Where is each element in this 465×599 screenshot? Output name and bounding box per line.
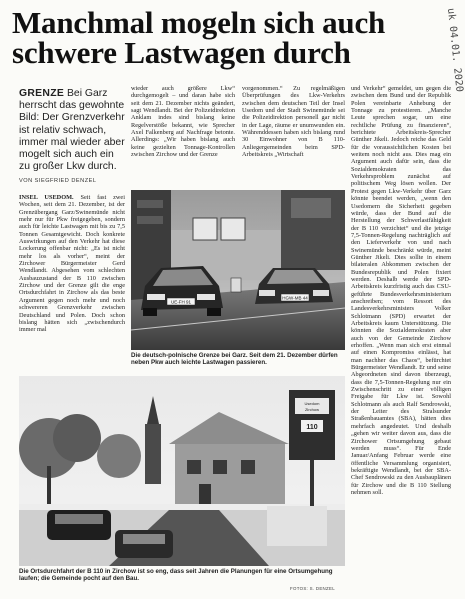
lead-text: Bei Garz herrscht das gewohnte Bild: Der Grenzverkehr ist relativ schwach, immer mal wieder aber mogelt sich auch ein zu großer Lkw durch. — [19, 88, 125, 173]
lead-kicker: GRENZE — [19, 88, 65, 99]
photo-village-street — [19, 376, 345, 566]
photo-caption-village: Die Ortsdurchfahrt der B 110 in Zirchow ist so eng, dass seit Jahren die Planungen für eine Ortsumgehung laufen; die Gemeinde pocht auf den Bau. — [19, 568, 333, 583]
article-text-col4: und Verkehr“ gemeldet, um gegen die zwischen dem Bund und der Republik Polen vereinbarte Anhebung der Tonnage zu protestieren. „Manche Leute sprechen sogar, um eine rechtliche Prüfung zu finanzieren“, berichtete Arbeitskreis-Sprecher Günther Jikeli. Jedoch reiche das Geld für die voraussichtlichen Kosten bei weitem noch nicht aus. Dies mag ein Argument auch dafür sein, dass die Sozialdemokraten das Verkehrsproblem zunächst auf politischem Weg lösen wollen. Der Protest gegen Lkw-Verkehr über Garz könnte beendet werden, „wenn den Usedomern die Sicherheit gegeben würde, dass der Bund auf die Herstellung der Schwerlastfähigkeit der B 110 verzichtet“ und die jetzige 7,5-Tonnen-Regelung nachträglich auf den Lieferverkehr von und nach Swinemünde beschränkt würde, meint Günther Jikeli. Dies sollte in einem bilateralen Abkommen zwischen der Bundesrepublik und Polen fixiert werden. Deshalb werde der SPD-Arbeitskreis kurzfristig auch das CSU-geführte Bundesverkehrsministerium anschreiben; vom Ressort des Landesverkehrsministers Volker Schlotmann (SPD) erwartet der Arbeitskreis kaum Unterstützung. Die könnten die Sozialdemokraten aber auch von der Gemeinde Zirchow erhoffen. „Wenn man sich erst einmal auf einen Kompromiss einlässt, hat man nachher das Chaos“, befürchtet Bürgermeister Wendlandt. Er und seine Abgeordneten sind davon überzeugt, dass die 7,5-Tonnen-Regelung nur ein Zwischenschritt zu einer völligen Freigabe für Lkw ist. Sowohl Schlotmann als auch Ralf Sendrowski, der Leiter des Stralsunder Straßenbauamtes (SBA), hätten dies mehrfach angedeutet. Und deshalb „gehen wir weiter davon aus, dass die Zirchower Ortsumgehung gebaut werden muss“. Für Ende Januar/Anfang Februar werde eine öffentliche Versammlung organisiert, bekräftigte Wendlandt, bei der SBA-Chef Sendrowski zu den Ausbauplänen für Zirchow und die B 110 Stellung nehmen soll. — [351, 85, 451, 496]
photo-credit: FOTOS: S. DENZEL — [290, 586, 335, 591]
article-column-1 — [19, 194, 125, 372]
byline: VON SIEGFRIED DENZEL — [19, 178, 97, 184]
headline: Manchmal mogeln sich auch schwere Lastwagen durch — [12, 5, 386, 70]
sign-line-1: Usedom — [304, 401, 320, 406]
article-text-col3: vorgenommen.“ Zu regelmäßigen Überprüfungen des Lkw-Verkehrs zwischen dem deutschen Teil der Insel Usedom und der Stadt Swinemünde sei die Polizeidirektion personell gar nicht in der Lage, räume er unumwunden ein. Währenddessen haben sich bislang rund 30 Einwohner von B 110-Anliegergemeinden beim SPD-Arbeitskreis „Wirtschaft — [242, 85, 345, 159]
border-crossing-image — [131, 190, 345, 350]
article-column-4 — [351, 85, 451, 591]
village-street-image — [19, 376, 345, 566]
article-location: INSEL USEDOM. — [19, 194, 74, 201]
sign-number: 110 — [306, 424, 318, 431]
photo-border-crossing — [131, 190, 345, 350]
plate-2: HGW-MB 44 — [282, 295, 308, 301]
article-column-3 — [242, 85, 345, 188]
article-column-2 — [131, 85, 235, 188]
handwritten-date-note: uk 04.01. 2020 — [444, 7, 465, 93]
sign-line-2: Zirchow — [304, 407, 320, 412]
article-text-col1: Seit fast zwei Wochen, seit dem 21. Dezember, ist der Grenzübergang Garz/Swinemünde nicht mehr nur für Pkw freigegeben, sondern auch für leichte Lastwagen mit bis zu 7,5 Tonnen Gesamtgewicht. Doch konkrete Auswirkungen auf den Verkehr hat diese Lockerung offenbar nicht: „Es ist nicht mehr los als vorher“, meint der Zirchower Bürgermeister Gerd Wendlandt. Abgesehen vom schlechten Ausbauzustand der B 110 zwischen Zirchow und der Grenze gilt die enge Ortsdurchfahrt in Zirchow als das beste Argument gegen noch mehr und noch schwereren Grenzverkehr zwischen Deutschland und Polen. Doch schon bislang hätten sich „zwischendurch immer mal — [19, 194, 125, 334]
photo-caption-border: Die deutsch-polnische Grenze bei Garz. Seit dem 21. Dezember dürfen neben Pkw auch leichte Lastwagen passieren. — [131, 352, 338, 367]
article-text-col2: wieder auch größere Lkw“ durchgemogelt – und daran habe sich seit dem 21. Dezember nichts geändert, sagt Wendlandt. Bei der Polizeidirektion Anklam indes sind bislang keine Regelverstöße bekannt, wie Sprecher Axel Falkenberg auf Nachfrage betonte. Allerdings: „Wir haben bislang auch keine gezielten Tonnage-Kontrollen zwischen Zirchow und der Grenze — [131, 85, 235, 159]
lead-paragraph — [19, 88, 125, 173]
plate-1: UE-FH 91 — [170, 299, 192, 305]
